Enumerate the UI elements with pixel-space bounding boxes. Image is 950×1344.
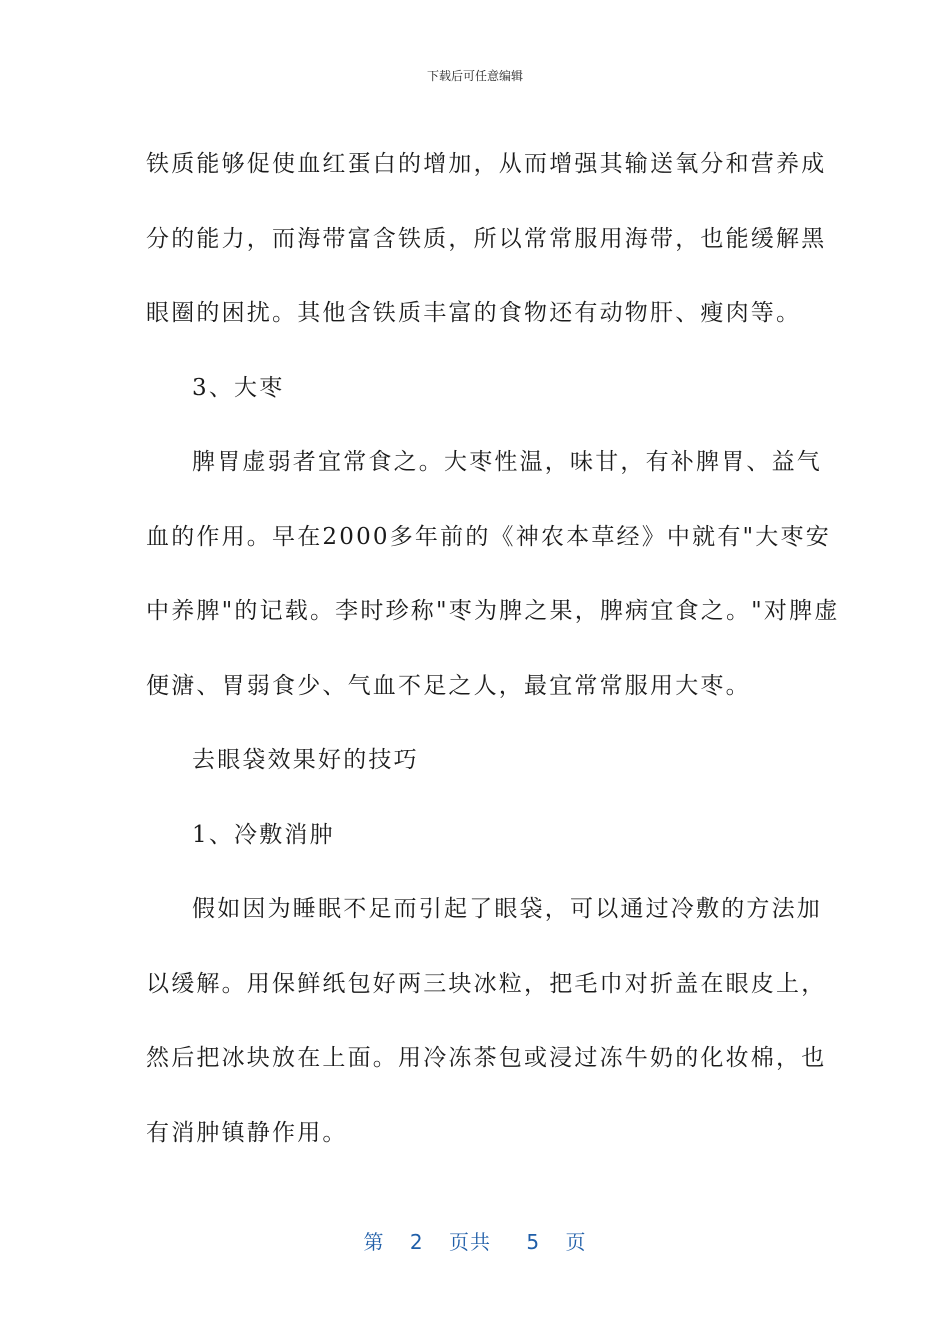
header-note: 下载后可任意编辑 xyxy=(426,69,523,83)
paragraph-line: 分的能力，而海带富含铁质，所以常常服用海带，也能缓解黑 xyxy=(146,225,827,252)
paragraph-line: 中养脾"的记载。李时珍称"枣为脾之果，脾病宜食之。"对脾虚 xyxy=(146,598,840,624)
page-footer xyxy=(0,1226,950,1255)
paragraph-line: 脾胃虚弱者宜常食之。大枣性温，味甘，有补脾胃、益气 xyxy=(192,449,822,475)
paragraph-line: 血的作用。早在2000多年前的《神农本草经》中就有"大枣安 xyxy=(146,523,831,550)
paragraph-line: 假如因为睡眠不足而引起了眼袋，可以通过冷敷的方法加 xyxy=(192,896,822,922)
paragraph-line: 铁质能够促使血红蛋白的增加，从而增强其输送氧分和营养成 xyxy=(146,151,827,177)
paragraph-line: 有消肿镇静作用。 xyxy=(146,1119,348,1146)
footer-current-page: 2 xyxy=(409,1230,424,1254)
section-heading: 去眼袋效果好的技巧 xyxy=(192,747,419,773)
footer-suffix: 页 xyxy=(565,1230,587,1254)
paragraph-line: 以缓解。用保鲜纸包好两三块冰粒，把毛巾对折盖在眼皮上， xyxy=(146,970,827,997)
document-body xyxy=(146,127,840,1170)
paragraph-line: 便溏、胃弱食少、气血不足之人，最宜常常服用大枣。 xyxy=(146,672,751,699)
section-heading: 3、大枣 xyxy=(192,374,285,401)
paragraph-line: 眼圈的困扰。其他含铁质丰富的食物还有动物肝、瘦肉等。 xyxy=(146,300,802,326)
paragraph-line: 然后把冰块放在上面。用冷冻茶包或浸过冻牛奶的化妆棉，也 xyxy=(146,1045,827,1071)
footer-total-pages: 5 xyxy=(526,1230,541,1254)
footer-middle: 页共 xyxy=(449,1230,491,1254)
footer-prefix: 第 xyxy=(363,1230,385,1254)
section-heading: 1、冷敷消肿 xyxy=(192,821,335,848)
